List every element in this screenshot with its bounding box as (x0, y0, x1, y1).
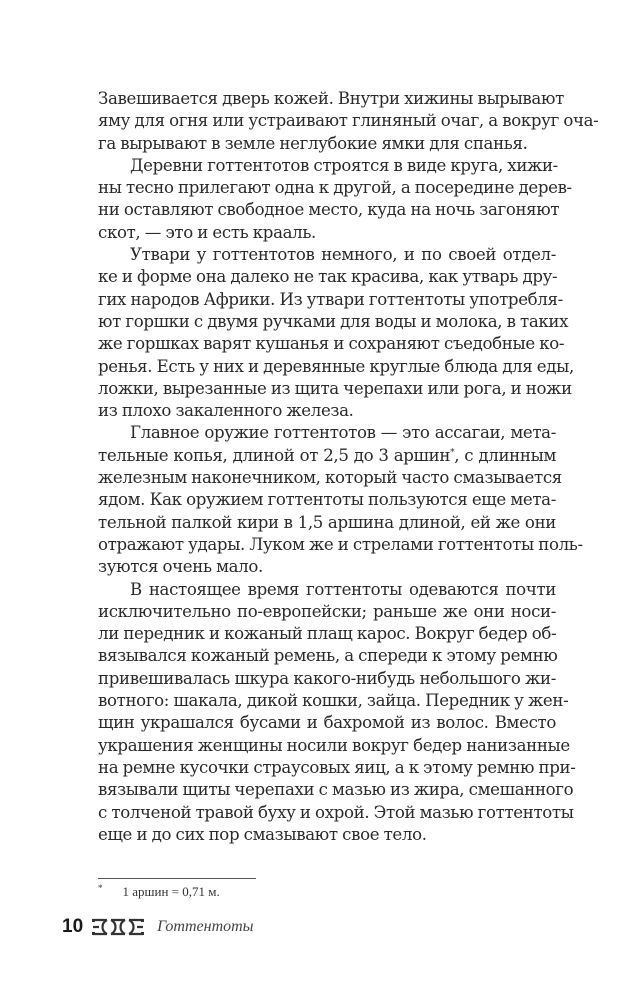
text-line: же горшках варят кушанья и сохраняют съедобные ко- (98, 334, 565, 354)
text-line: ют горшки с двумя ручками для воды и молока, в таких (98, 311, 569, 331)
text-line: отражают удары. Луком же и стрелами готтентоты поль- (98, 534, 583, 554)
footnote-rule (98, 878, 256, 879)
text-line: ке и форме она далеко не так красива, как утварь дру- (98, 267, 558, 287)
text-line: из плохо закаленного железа. (98, 401, 354, 421)
text-line: га вырывают в земле неглубокие ямки для спанья. (98, 133, 528, 153)
text-line: щин украшался бусами и бахромой из волос. Вместо (98, 713, 556, 733)
footnote-marker: * (98, 883, 103, 893)
text-line: исключительно по-европейски; раньше же они носи- (98, 601, 556, 621)
paragraph (98, 88, 599, 155)
paragraph (98, 155, 572, 244)
footnote (98, 883, 220, 900)
text-line: еще и до сих пор смазывают свое тело. (98, 824, 427, 844)
text-line: яму для огня или устраивают глиняный очаг, а вокруг оча- (98, 111, 599, 131)
paragraph (98, 579, 576, 847)
text-line: на ремне кусочки страусовых яиц, а к этому ремню при- (98, 757, 576, 777)
text-line: ядом. Как оружием готтентоты пользуются еще мета- (98, 490, 556, 510)
text-line: ни оставляют свободное место, куда на ночь загоняют (98, 200, 560, 220)
text-line: вязывался кожаный ремень, а спереди к этому ремню (98, 646, 558, 666)
text-line: ренья. Есть у них и деревянные круглые блюда для еды, (98, 356, 574, 376)
text-line: гих народов Африки. Из утвари готтентоты употребля- (98, 289, 563, 309)
text-line: украшения женщины носили вокруг бедер нанизанные (98, 735, 570, 755)
text-line: тельные копья, длиной от 2,5 до 3 аршин*, с длинным (98, 445, 556, 465)
text-line: Завешивается дверь кожей. Внутри хижины вырывают (98, 89, 564, 108)
footnote-reference[interactable]: * (450, 447, 455, 458)
text-line: ложки, вырезанные из щита черепахи или рога, и ножи (98, 378, 572, 398)
running-title: Готтентоты (157, 918, 254, 935)
text-line: тельной палкой кири в 1,5 аршина длиной, ей же они (98, 512, 556, 532)
text-line: ли передник и кожаный плащ карос. Вокруг бедер об- (98, 624, 557, 644)
text-line: с толченой травой буху и охрой. Этой мазью готтентоты (98, 802, 574, 822)
paragraph (98, 422, 583, 578)
footnote-text: 1 аршин = 0,71 м. (122, 884, 220, 899)
text-line: Деревни готтентотов строятся в виде круга, хижи- (130, 155, 558, 175)
text-line: Главное оружие готтентотов — это ассагаи, мета- (130, 423, 556, 443)
running-footer (62, 914, 254, 940)
text-line: вотного: шакала, дикой кошки, зайца. Передник у жен- (98, 691, 569, 711)
text-line: В настоящее время готтентоты одеваются почти (130, 579, 556, 599)
text-line: железным наконечником, который часто смазывается (98, 468, 562, 488)
text-line: Утвари у готтентотов немного, и по своей отдел- (130, 245, 556, 265)
text-line: зуются очень мало. (98, 557, 263, 577)
text-line: ны тесно прилегают одна к другой, а посередине дерев- (98, 178, 572, 198)
text-line: вязывали щиты черепахи с мазью из жира, смешанного (98, 780, 574, 800)
body-text (98, 88, 599, 846)
paragraph (98, 244, 574, 422)
decorative-ornament-icon (91, 917, 145, 937)
page-number: 10 (62, 916, 84, 937)
text-line: скот, — это и есть крааль. (98, 222, 316, 242)
text-line: привешивалась шкура какого-нибудь небольшого жи- (98, 668, 556, 688)
